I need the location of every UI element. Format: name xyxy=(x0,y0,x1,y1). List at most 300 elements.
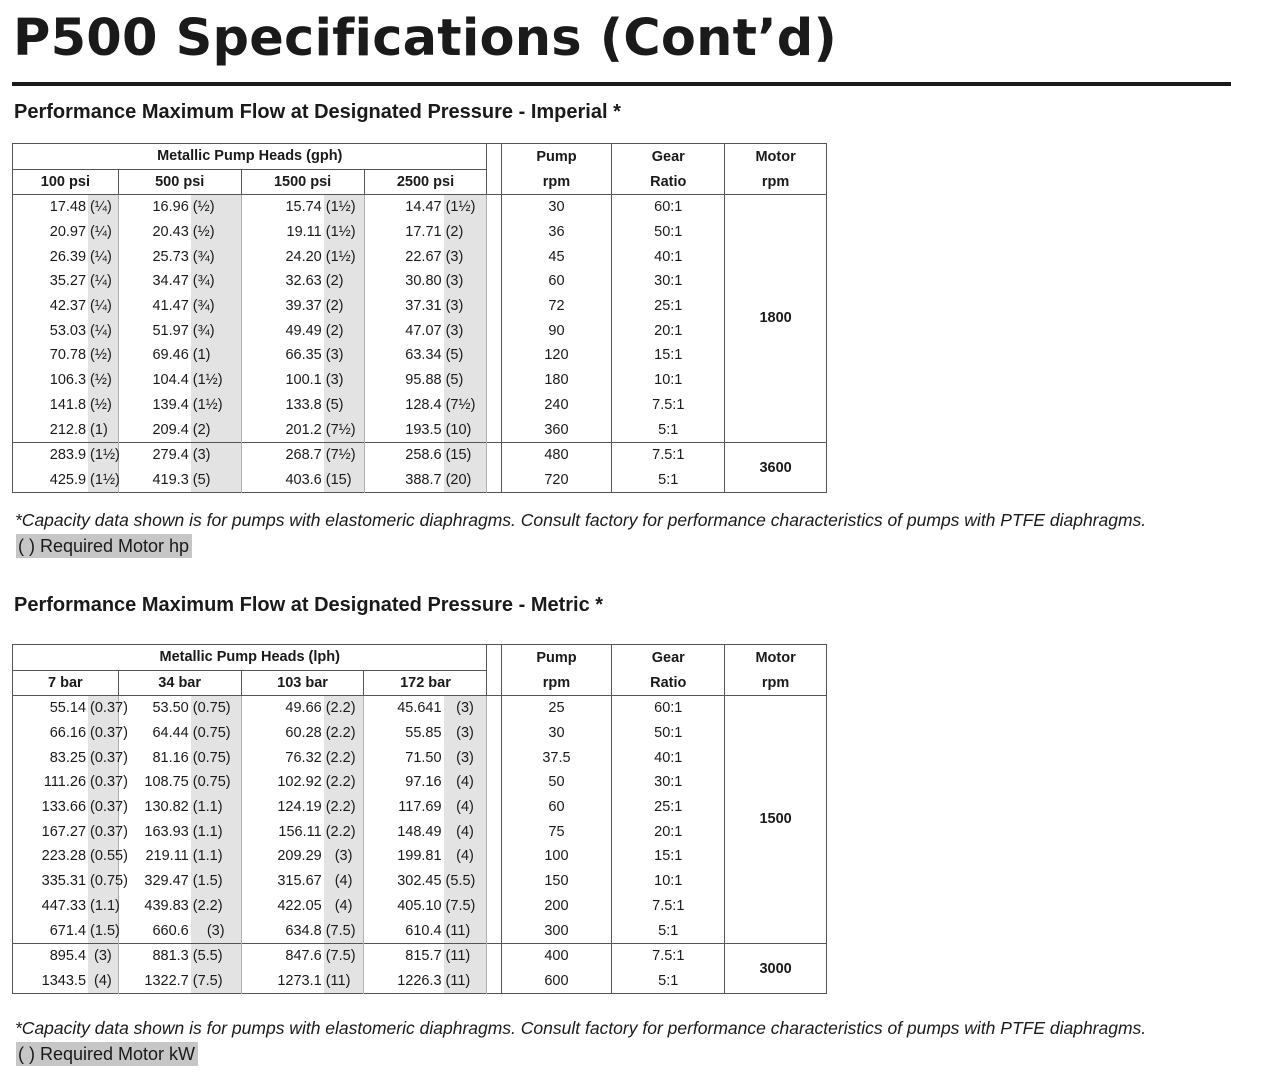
row-spacer xyxy=(487,819,501,844)
required-motor-power-cell: (½) xyxy=(88,343,118,368)
row-spacer xyxy=(487,795,501,820)
required-motor-power-cell: (0.37) xyxy=(88,819,118,844)
required-motor-power-cell: (1½) xyxy=(191,368,241,393)
header-spacer xyxy=(487,670,501,696)
flow-value-cell: 302.45 xyxy=(364,869,444,894)
gear-ratio-cell: 50:1 xyxy=(612,721,725,746)
header-row-top xyxy=(13,144,827,170)
required-motor-power-cell: (3) xyxy=(324,343,364,368)
flow-value-cell: 51.97 xyxy=(118,318,191,343)
flow-value-cell: 26.39 xyxy=(49,248,87,265)
required-motor-power-cell: (2.2) xyxy=(324,819,364,844)
motor-rpm-header-line1: Motor xyxy=(725,144,827,170)
pump-rpm-header-line2: rpm xyxy=(501,169,612,195)
row-spacer xyxy=(487,745,501,770)
flow-value-cell: 24.20 xyxy=(241,244,324,269)
flow-value-cell: 83.25 xyxy=(49,749,87,766)
table-row xyxy=(13,343,827,368)
gear-ratio-header-line1: Gear xyxy=(612,645,725,671)
flow-value-cell: 133.8 xyxy=(241,393,324,418)
flow-value-cell: 16.96 xyxy=(118,195,191,220)
flow-value-cell: 76.32 xyxy=(241,745,324,770)
required-motor-power-cell: (15) xyxy=(324,468,364,493)
pump-rpm-cell: 36 xyxy=(501,220,612,245)
required-motor-power-cell: (1½) xyxy=(444,195,487,220)
flow-value-cell: 14.47 xyxy=(364,195,444,220)
flow-value-cell: 1322.7 xyxy=(118,969,191,994)
flow-value-cell: 41.47 xyxy=(118,294,191,319)
pressure-header: 172 bar xyxy=(364,670,487,696)
flow-value-cell: 22.67 xyxy=(364,244,444,269)
table-row xyxy=(13,918,827,943)
gear-ratio-cell: 20:1 xyxy=(612,819,725,844)
flow-value-cell: 388.7 xyxy=(364,468,444,493)
required-motor-power-cell: (7.5) xyxy=(191,969,241,994)
required-motor-power-cell: (1½) xyxy=(324,195,364,220)
pressure-header: 1500 psi xyxy=(241,169,364,195)
flow-value-cell: 39.37 xyxy=(241,294,324,319)
flow-value-cell: 163.93 xyxy=(118,819,191,844)
required-motor-power-cell: (¾) xyxy=(191,244,241,269)
flow-value-cell: 671.4 xyxy=(49,922,87,939)
required-motor-power-cell: (5) xyxy=(191,468,241,493)
table-row xyxy=(13,318,827,343)
flow-value-cell: 141.8 xyxy=(49,396,87,413)
gear-ratio-cell: 40:1 xyxy=(612,244,725,269)
pump-rpm-cell: 45 xyxy=(501,244,612,269)
required-motor-power-cell: (¾) xyxy=(191,318,241,343)
flow-value-cell: 17.71 xyxy=(364,220,444,245)
row-spacer xyxy=(487,869,501,894)
required-motor-power-cell: (11) xyxy=(444,943,487,968)
required-motor-power-cell: (2.2) xyxy=(324,745,364,770)
row-spacer xyxy=(487,393,501,418)
required-motor-power-cell: (3) xyxy=(444,745,487,770)
table-row xyxy=(13,393,827,418)
required-motor-power-cell: (2.2) xyxy=(324,721,364,746)
required-motor-power-cell: (3) xyxy=(444,721,487,746)
flow-value-cell: 124.19 xyxy=(241,795,324,820)
motor-rpm-header-line2: rpm xyxy=(725,670,827,696)
flow-value-cell: 139.4 xyxy=(118,393,191,418)
required-motor-power-cell: (4) xyxy=(324,894,364,919)
header-row-top xyxy=(13,645,827,671)
required-motor-power-cell: (3) xyxy=(444,318,487,343)
required-motor-power-cell: (0.37) xyxy=(88,745,118,770)
row-spacer xyxy=(487,696,501,721)
flow-value-cell: 64.44 xyxy=(118,721,191,746)
flow-value-cell: 55.14 xyxy=(49,700,87,717)
required-motor-power-cell: (0.37) xyxy=(88,696,118,721)
flow-value-cell: 128.4 xyxy=(364,393,444,418)
flow-value-cell: 63.34 xyxy=(364,343,444,368)
flow-value-cell: 66.16 xyxy=(49,725,87,742)
required-motor-power-cell: (2) xyxy=(324,318,364,343)
required-motor-power-cell: (1.1) xyxy=(191,844,241,869)
flow-value-cell: 66.35 xyxy=(241,343,324,368)
flow-value-cell: 19.11 xyxy=(241,220,324,245)
pump-rpm-cell: 480 xyxy=(501,442,612,467)
pump-rpm-cell: 720 xyxy=(501,468,612,493)
flow-value-cell: 130.82 xyxy=(118,795,191,820)
row-spacer xyxy=(487,343,501,368)
flow-value-cell: 32.63 xyxy=(241,269,324,294)
flow-value-cell: 49.49 xyxy=(241,318,324,343)
flow-value-cell: 660.6 xyxy=(118,918,191,943)
gear-ratio-cell: 15:1 xyxy=(612,343,725,368)
pressure-header: 103 bar xyxy=(241,670,364,696)
pump-rpm-cell: 50 xyxy=(501,770,612,795)
required-motor-power-cell: (4) xyxy=(444,795,487,820)
table-row xyxy=(13,770,827,795)
flow-value-cell: 106.3 xyxy=(49,372,87,389)
flow-value-cell: 439.83 xyxy=(118,894,191,919)
pump-rpm-cell: 30 xyxy=(501,721,612,746)
required-motor-power-cell: (¼) xyxy=(88,220,118,245)
table-row xyxy=(13,220,827,245)
flow-value-cell: 209.4 xyxy=(118,417,191,442)
required-motor-power-cell: (1½) xyxy=(324,220,364,245)
required-motor-power-cell: (11) xyxy=(324,969,364,994)
flow-value-cell: 1273.1 xyxy=(241,969,324,994)
table-row xyxy=(13,844,827,869)
required-motor-power-cell: (¼) xyxy=(88,269,118,294)
flow-value-cell: 1226.3 xyxy=(364,969,444,994)
required-motor-power-cell: (11) xyxy=(444,918,487,943)
required-motor-power-cell: (11) xyxy=(444,969,487,994)
table-row xyxy=(13,745,827,770)
required-motor-power-cell: (0.37) xyxy=(88,795,118,820)
gear-ratio-cell: 50:1 xyxy=(612,220,725,245)
flow-value-cell: 403.6 xyxy=(241,468,324,493)
required-motor-power-cell: (7½) xyxy=(324,442,364,467)
flow-value-cell: 425.9 xyxy=(49,471,87,488)
flow-value-cell: 104.4 xyxy=(118,368,191,393)
table-row xyxy=(13,721,827,746)
flow-value-cell: 283.9 xyxy=(13,442,89,467)
pump-rpm-header-line2: rpm xyxy=(501,670,612,696)
flow-value-cell: 209.29 xyxy=(241,844,324,869)
pump-rpm-cell: 25 xyxy=(501,696,612,721)
flow-value-cell: 42.37 xyxy=(49,298,87,315)
pump-rpm-header-line1: Pump xyxy=(501,645,612,671)
gear-ratio-cell: 30:1 xyxy=(612,269,725,294)
required-motor-power-cell: (0.75) xyxy=(191,770,241,795)
gear-ratio-cell: 7.5:1 xyxy=(612,393,725,418)
flow-group-header: Metallic Pump Heads (gph) xyxy=(13,144,487,170)
required-motor-power-cell: (0.75) xyxy=(191,696,241,721)
flow-value-cell: 81.16 xyxy=(118,745,191,770)
table-row xyxy=(13,269,827,294)
pump-rpm-cell: 300 xyxy=(501,918,612,943)
table-row xyxy=(13,417,827,442)
header-spacer xyxy=(487,645,501,671)
row-spacer xyxy=(487,294,501,319)
required-motor-power-cell: (5.5) xyxy=(191,943,241,968)
gear-ratio-cell: 60:1 xyxy=(612,195,725,220)
flow-value-cell: 71.50 xyxy=(364,745,444,770)
metric-capacity-note: *Capacity data shown is for pumps with elastomeric diaphragms. Consult factory for performance characteristics of pumps with PTFE diaphragms. xyxy=(15,1018,1147,1038)
table-row xyxy=(13,368,827,393)
required-motor-power-cell: (15) xyxy=(444,442,487,467)
required-motor-power-cell: (4) xyxy=(444,770,487,795)
imperial-performance-table xyxy=(12,143,827,493)
pump-rpm-cell: 90 xyxy=(501,318,612,343)
motor-rpm-cell: 1800 xyxy=(725,195,827,443)
flow-value-cell: 108.75 xyxy=(118,770,191,795)
flow-value-cell: 815.7 xyxy=(364,943,444,968)
required-motor-power-cell: (1.1) xyxy=(88,894,118,919)
row-spacer xyxy=(487,894,501,919)
row-spacer xyxy=(487,417,501,442)
flow-value-cell: 167.27 xyxy=(41,823,87,840)
required-motor-power-cell: (3) xyxy=(88,943,118,968)
table-row xyxy=(13,795,827,820)
flow-value-cell: 419.3 xyxy=(118,468,191,493)
required-motor-power-cell: (5) xyxy=(444,343,487,368)
required-motor-power-cell: (2.2) xyxy=(324,696,364,721)
required-motor-power-cell: (4) xyxy=(444,819,487,844)
gear-ratio-cell: 25:1 xyxy=(612,294,725,319)
required-motor-power-cell: (0.37) xyxy=(88,770,118,795)
flow-value-cell: 199.81 xyxy=(364,844,444,869)
header-spacer xyxy=(487,169,501,195)
pump-rpm-cell: 120 xyxy=(501,343,612,368)
motor-rpm-cell: 3600 xyxy=(725,442,827,492)
row-spacer xyxy=(487,943,501,968)
required-motor-power-cell: (3) xyxy=(324,844,364,869)
gear-ratio-cell: 5:1 xyxy=(612,969,725,994)
pressure-header: 7 bar xyxy=(13,670,119,696)
row-spacer xyxy=(487,770,501,795)
page-title: P500 Specifications (Cont’d) xyxy=(13,9,838,68)
flow-value-cell: 37.31 xyxy=(364,294,444,319)
table-row xyxy=(13,442,827,467)
required-motor-power-cell: (4) xyxy=(324,869,364,894)
required-motor-power-cell: (2.2) xyxy=(324,770,364,795)
pump-rpm-cell: 100 xyxy=(501,844,612,869)
row-spacer xyxy=(487,844,501,869)
flow-value-cell: 895.4 xyxy=(13,943,89,968)
metric-legend-motor-kw: ( ) Required Motor kW xyxy=(16,1042,198,1066)
required-motor-power-cell: (1) xyxy=(88,417,118,442)
required-motor-power-cell: (½) xyxy=(191,220,241,245)
flow-value-cell: 422.05 xyxy=(241,894,324,919)
motor-rpm-cell: 1500 xyxy=(725,696,827,944)
required-motor-power-cell: (3) xyxy=(191,918,241,943)
flow-value-cell: 102.92 xyxy=(241,770,324,795)
pressure-header: 500 psi xyxy=(118,169,241,195)
row-spacer xyxy=(487,269,501,294)
required-motor-power-cell: (1½) xyxy=(88,442,118,467)
row-spacer xyxy=(487,721,501,746)
flow-value-cell: 34.47 xyxy=(118,269,191,294)
pressure-header: 100 psi xyxy=(13,169,119,195)
required-motor-power-cell: (0.55) xyxy=(88,844,118,869)
gear-ratio-header-line2: Ratio xyxy=(612,169,725,195)
table-row xyxy=(13,195,827,220)
required-motor-power-cell: (1) xyxy=(191,343,241,368)
gear-ratio-cell: 10:1 xyxy=(612,869,725,894)
header-row-bottom xyxy=(13,670,827,696)
required-motor-power-cell: (7½) xyxy=(324,417,364,442)
imperial-section-title: Performance Maximum Flow at Designated Pressure - Imperial * xyxy=(14,101,621,123)
pressure-header: 2500 psi xyxy=(364,169,487,195)
flow-value-cell: 219.11 xyxy=(118,844,191,869)
gear-ratio-cell: 5:1 xyxy=(612,468,725,493)
gear-ratio-header-line1: Gear xyxy=(612,144,725,170)
pump-rpm-cell: 400 xyxy=(501,943,612,968)
pump-rpm-header-line1: Pump xyxy=(501,144,612,170)
table-row xyxy=(13,869,827,894)
flow-value-cell: 100.1 xyxy=(241,368,324,393)
required-motor-power-cell: (¾) xyxy=(191,294,241,319)
required-motor-power-cell: (3) xyxy=(444,269,487,294)
required-motor-power-cell: (1.5) xyxy=(88,918,118,943)
required-motor-power-cell: (10) xyxy=(444,417,487,442)
gear-ratio-cell: 7.5:1 xyxy=(612,943,725,968)
required-motor-power-cell: (5) xyxy=(324,393,364,418)
gear-ratio-cell: 20:1 xyxy=(612,318,725,343)
required-motor-power-cell: (4) xyxy=(444,844,487,869)
required-motor-power-cell: (0.75) xyxy=(88,869,118,894)
pump-rpm-cell: 75 xyxy=(501,819,612,844)
table-row xyxy=(13,696,827,721)
row-spacer xyxy=(487,368,501,393)
gear-ratio-cell: 10:1 xyxy=(612,368,725,393)
required-motor-power-cell: (7.5) xyxy=(324,918,364,943)
flow-value-cell: 45.641 xyxy=(364,696,444,721)
required-motor-power-cell: (3) xyxy=(444,294,487,319)
flow-value-cell: 223.28 xyxy=(41,848,87,865)
table-row xyxy=(13,244,827,269)
required-motor-power-cell: (0.75) xyxy=(191,721,241,746)
required-motor-power-cell: (0.75) xyxy=(191,745,241,770)
flow-value-cell: 1343.5 xyxy=(41,972,87,989)
flow-group-header: Metallic Pump Heads (lph) xyxy=(13,645,487,671)
pump-rpm-cell: 600 xyxy=(501,969,612,994)
required-motor-power-cell: (7½) xyxy=(444,393,487,418)
row-spacer xyxy=(487,318,501,343)
flow-value-cell: 55.85 xyxy=(364,721,444,746)
table-row xyxy=(13,468,827,493)
row-spacer xyxy=(487,220,501,245)
required-motor-power-cell: (2) xyxy=(191,417,241,442)
required-motor-power-cell: (¼) xyxy=(88,318,118,343)
required-motor-power-cell: (¼) xyxy=(88,294,118,319)
table-row xyxy=(13,943,827,968)
flow-value-cell: 30.80 xyxy=(364,269,444,294)
flow-value-cell: 20.97 xyxy=(49,224,87,241)
row-spacer xyxy=(487,969,501,994)
motor-rpm-header-line1: Motor xyxy=(725,645,827,671)
flow-value-cell: 111.26 xyxy=(43,774,87,791)
pump-rpm-cell: 37.5 xyxy=(501,745,612,770)
flow-value-cell: 97.16 xyxy=(364,770,444,795)
pump-rpm-cell: 240 xyxy=(501,393,612,418)
required-motor-power-cell: (1½) xyxy=(191,393,241,418)
required-motor-power-cell: (¼) xyxy=(88,244,118,269)
table-row xyxy=(13,819,827,844)
row-spacer xyxy=(487,244,501,269)
gear-ratio-cell: 5:1 xyxy=(612,918,725,943)
metric-performance-table xyxy=(12,644,827,994)
gear-ratio-cell: 7.5:1 xyxy=(612,894,725,919)
required-motor-power-cell: (4) xyxy=(88,969,118,994)
flow-value-cell: 60.28 xyxy=(241,721,324,746)
row-spacer xyxy=(487,468,501,493)
pump-rpm-cell: 60 xyxy=(501,795,612,820)
flow-value-cell: 447.33 xyxy=(41,897,87,914)
title-rule xyxy=(12,82,1231,86)
required-motor-power-cell: (5) xyxy=(444,368,487,393)
flow-value-cell: 53.03 xyxy=(49,322,87,339)
gear-ratio-cell: 15:1 xyxy=(612,844,725,869)
flow-value-cell: 405.10 xyxy=(364,894,444,919)
flow-value-cell: 156.11 xyxy=(241,819,324,844)
flow-value-cell: 268.7 xyxy=(241,442,324,467)
flow-value-cell: 20.43 xyxy=(118,220,191,245)
flow-value-cell: 610.4 xyxy=(364,918,444,943)
required-motor-power-cell: (3) xyxy=(444,244,487,269)
required-motor-power-cell: (5.5) xyxy=(444,869,487,894)
pump-rpm-cell: 150 xyxy=(501,869,612,894)
flow-value-cell: 258.6 xyxy=(364,442,444,467)
pump-rpm-cell: 200 xyxy=(501,894,612,919)
flow-value-cell: 117.69 xyxy=(364,795,444,820)
row-spacer xyxy=(487,195,501,220)
required-motor-power-cell: (1.1) xyxy=(191,795,241,820)
flow-value-cell: 335.31 xyxy=(41,873,87,890)
flow-value-cell: 69.46 xyxy=(118,343,191,368)
required-motor-power-cell: (3) xyxy=(444,696,487,721)
pump-rpm-cell: 30 xyxy=(501,195,612,220)
required-motor-power-cell: (3) xyxy=(324,368,364,393)
gear-ratio-cell: 7.5:1 xyxy=(612,442,725,467)
required-motor-power-cell: (2.2) xyxy=(191,894,241,919)
flow-value-cell: 881.3 xyxy=(118,943,191,968)
pump-rpm-cell: 180 xyxy=(501,368,612,393)
row-spacer xyxy=(487,442,501,467)
required-motor-power-cell: (½) xyxy=(88,368,118,393)
gear-ratio-cell: 5:1 xyxy=(612,417,725,442)
required-motor-power-cell: (¾) xyxy=(191,269,241,294)
gear-ratio-cell: 25:1 xyxy=(612,795,725,820)
flow-value-cell: 49.66 xyxy=(241,696,324,721)
pressure-header: 34 bar xyxy=(118,670,241,696)
flow-value-cell: 47.07 xyxy=(364,318,444,343)
imperial-capacity-note: *Capacity data shown is for pumps with elastomeric diaphragms. Consult factory for performance characteristics of pumps with PTFE diaphragms. xyxy=(15,510,1147,530)
flow-value-cell: 193.5 xyxy=(364,417,444,442)
flow-value-cell: 133.66 xyxy=(41,799,87,816)
table-row xyxy=(13,969,827,994)
required-motor-power-cell: (¼) xyxy=(88,195,118,220)
required-motor-power-cell: (7.5) xyxy=(324,943,364,968)
flow-value-cell: 212.8 xyxy=(49,421,87,438)
required-motor-power-cell: (2.2) xyxy=(324,795,364,820)
table-row xyxy=(13,894,827,919)
gear-ratio-cell: 60:1 xyxy=(612,696,725,721)
required-motor-power-cell: (1½) xyxy=(88,468,118,493)
flow-value-cell: 35.27 xyxy=(49,273,87,290)
flow-value-cell: 634.8 xyxy=(241,918,324,943)
flow-value-cell: 847.6 xyxy=(241,943,324,968)
required-motor-power-cell: (2) xyxy=(324,294,364,319)
required-motor-power-cell: (1.5) xyxy=(191,869,241,894)
gear-ratio-header-line2: Ratio xyxy=(612,670,725,696)
required-motor-power-cell: (1½) xyxy=(324,244,364,269)
header-spacer xyxy=(487,144,501,170)
